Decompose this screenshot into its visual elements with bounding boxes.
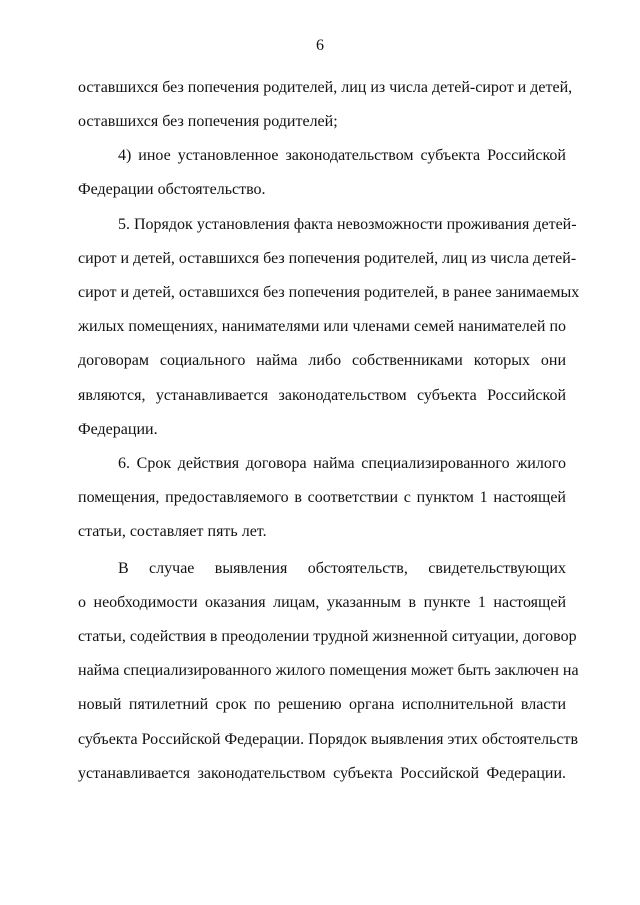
text-line: помещения, предоставляемого в соответствии с пунктом 1 настоящей [78, 489, 566, 506]
text-line: оставшихся без попечения родителей, лиц из числа детей-сирот и детей, [78, 79, 573, 96]
text-line: договорам социального найма либо собственниками которых они [78, 352, 566, 369]
text-line: новый пятилетний срок по решению органа исполнительной власти [78, 696, 566, 713]
text-line: устанавливается законодательством субъекта Российской Федерации. [78, 765, 566, 782]
text-line: являются, устанавливается законодательством субъекта Российской [78, 387, 566, 404]
text-line: оставшихся без попечения родителей; [78, 113, 338, 130]
text-line: статьи, составляет пять лет. [78, 523, 267, 540]
text-line: статьи, содействия в преодолении трудной жизненной ситуации, договор [78, 628, 577, 645]
text-line: Федерации обстоятельство. [78, 181, 266, 198]
text-line: В случае выявления обстоятельств, свидетельствующих [118, 560, 566, 577]
text-line: жилых помещениях, нанимателями или членами семей нанимателей по [78, 318, 566, 335]
text-line: 5. Порядок установления факта невозможности проживания детей- [118, 216, 577, 233]
text-line: найма специализированного жилого помещения может быть заключен на [78, 662, 579, 679]
page-number: 6 [316, 37, 324, 54]
text-line: Федерации. [78, 421, 158, 438]
text-line: 4) иное установленное законодательством субъекта Российской [118, 147, 566, 164]
text-line: сирот и детей, оставшихся без попечения родителей, в ранее занимаемых [78, 284, 580, 301]
text-line: сирот и детей, оставшихся без попечения родителей, лиц из числа детей- [78, 250, 577, 267]
text-line: субъекта Российской Федерации. Порядок выявления этих обстоятельств [78, 731, 578, 748]
text-line: о необходимости оказания лицам, указанным в пункте 1 настоящей [78, 594, 566, 611]
text-line: 6. Срок действия договора найма специализированного жилого [118, 455, 566, 472]
